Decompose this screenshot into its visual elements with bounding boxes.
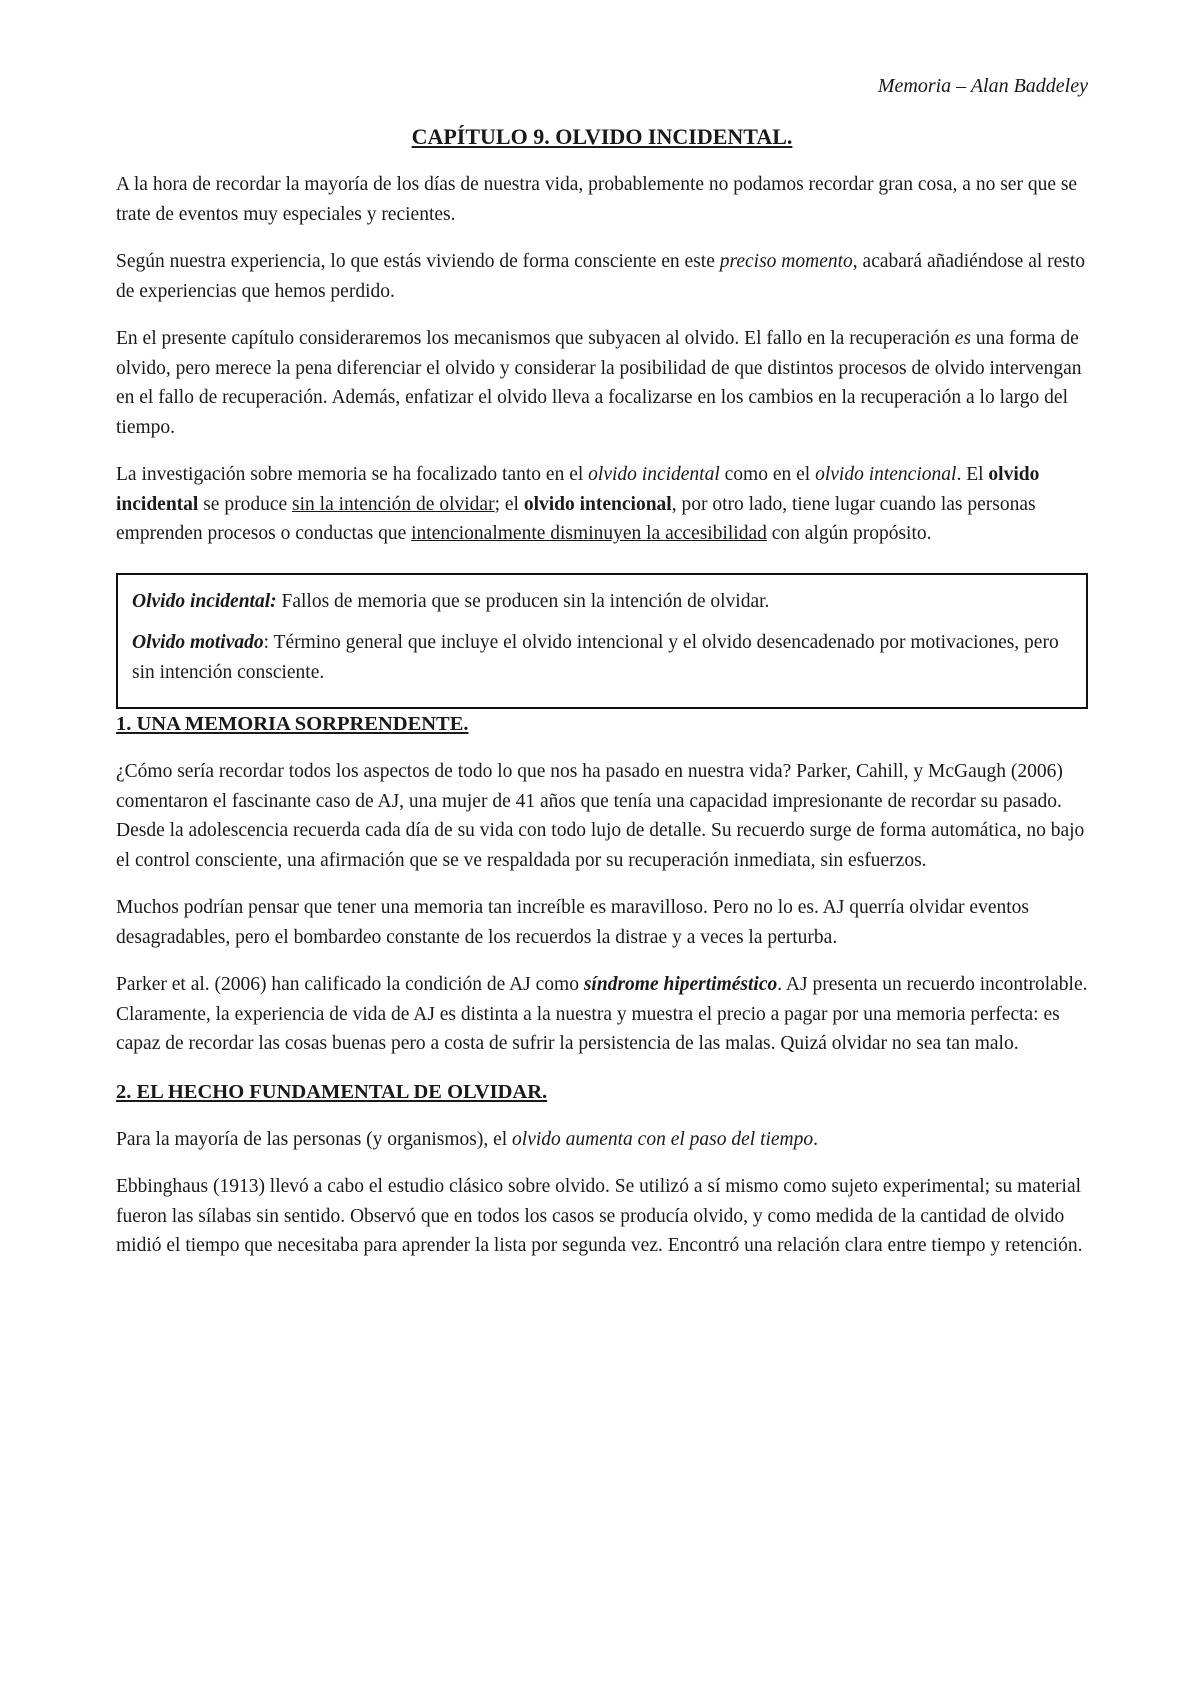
- underlined-phrase: sin la intención de olvidar: [292, 493, 495, 515]
- text-run: , por otro lado, tiene lugar cuando las personas emprenden procesos o conductas que: [116, 493, 1036, 544]
- intro-paragraph-4: [116, 460, 1088, 549]
- definition-text: : Término general que incluye el olvido intencional y el olvido desencadenado por motivaciones, pero sin intención consciente.: [132, 632, 1059, 683]
- intro-paragraph-3: [116, 324, 1088, 442]
- definition-incidental: [132, 587, 1072, 617]
- key-term: síndrome hipertiméstico: [583, 974, 778, 995]
- emphasis: preciso momento: [719, 251, 853, 272]
- chapter-title: CAPÍTULO 9. OLVIDO INCIDENTAL.: [411, 124, 793, 149]
- section-1-paragraph-2: Muchos podrían pensar que tener una memoria tan increíble es maravilloso. Pero no lo es. AJ querría olvidar eventos desagradables, pero el bombardeo constante de los recuerdos la distrae y a veces la perturba.: [116, 897, 1029, 948]
- section-1-paragraph-3: [116, 970, 1088, 1059]
- section-1-title: 1. UNA MEMORIA SORPRENDENTE.: [116, 713, 469, 735]
- emphasis: olvido aumenta con el paso del tiempo: [512, 1128, 814, 1150]
- key-term: olvido incidental: [116, 464, 1040, 515]
- emphasis: olvido incidental: [588, 464, 720, 485]
- text-run: una forma de olvido, pero merece la pena diferenciar el olvido y considerar la posibilidad de que distintos procesos de olvido intervengan en el fallo de recuperación. Además, enfatizar el olvido lleva a focalizarse en los cambios en la recuperación a lo largo del tiempo.: [116, 328, 1082, 438]
- section-2-paragraph-2: Ebbinghaus (1913) llevó a cabo el estudio clásico sobre olvido. Se utilizó a sí mismo como sujeto experimental; su material fueron las sílabas sin sentido. Observó que en todos los casos se producía olvido, y como medida de la cantidad de olvido midió el tiempo que necesitaba para aprender la lista por segunda vez. Encontró una relación clara entre tiempo y retención.: [116, 1176, 1083, 1256]
- emphasis: olvido intencional: [815, 464, 957, 485]
- text-run: . AJ presenta un recuerdo incontrolable. Claramente, la experiencia de vida de AJ es distinta a la nuestra y muestra el precio a pagar por una memoria perfecta: es capaz de recordar las cosas buenas pero a costa de sufrir la persistencia de las malas. Quizá olvidar no sea tan malo.: [116, 974, 1088, 1054]
- text-run: La investigación sobre memoria se ha focalizado tanto en el: [116, 464, 589, 485]
- key-term: olvido intencional: [523, 493, 672, 515]
- text-run: .: [813, 1128, 819, 1150]
- underlined-phrase: intencionalmente disminuyen la accesibilidad: [411, 523, 767, 544]
- text-run: Según nuestra experiencia, lo que estás viviendo de forma consciente en este: [116, 251, 720, 272]
- text-run: . El: [956, 464, 989, 485]
- definition-motivated: [132, 628, 1072, 687]
- definition-term: Olvido incidental:: [132, 590, 277, 612]
- definition-box: [116, 573, 1088, 710]
- section-2-title: 2. EL HECHO FUNDAMENTAL DE OLVIDAR.: [116, 1080, 548, 1103]
- text-run: En el presente capítulo consideraremos los mecanismos que subyacen al olvido. El fallo en la recuperación: [116, 328, 955, 349]
- intro-paragraph-1: A la hora de recordar la mayoría de los días de nuestra vida, probablemente no podamos recordar gran cosa, a no ser que se trate de eventos muy especiales y recientes.: [116, 174, 1078, 225]
- text-run: Para la mayoría de las personas (y organismos), el: [116, 1128, 513, 1150]
- running-header: Memoria – Alan Baddeley: [877, 75, 1088, 97]
- section-2-paragraph-1: [116, 1125, 1088, 1155]
- definition-text: Fallos de memoria que se producen sin la intención de olvidar.: [276, 590, 770, 612]
- text-run: , acabará añadiéndose al resto de experiencias que hemos perdido.: [116, 251, 1086, 302]
- text-run: ; el: [494, 493, 524, 515]
- text-run: se produce: [198, 493, 293, 515]
- emphasis: es: [954, 328, 971, 349]
- definition-term: Olvido motivado: [132, 632, 264, 653]
- text-run: Parker et al. (2006) han calificado la condición de AJ como: [116, 974, 584, 995]
- intro-paragraph-2: [116, 247, 1088, 306]
- text-run: con algún propósito.: [766, 523, 932, 544]
- text-run: como en el: [719, 464, 816, 485]
- section-1-paragraph-1: ¿Cómo sería recordar todos los aspectos de todo lo que nos ha pasado en nuestra vida? Parker, Cahill, y McGaugh (2006) comentaron el fascinante caso de AJ, una mujer de 41 años que tenía una capacidad impresionante de recordar su pasado. Desde la adolescencia recuerda cada día de su vida con todo lujo de detalle. Su recuerdo surge de forma automática, no bajo el control consciente, una afirmación que se ve respaldada por su recuperación inmediata, sin esfuerzos.: [116, 761, 1085, 871]
